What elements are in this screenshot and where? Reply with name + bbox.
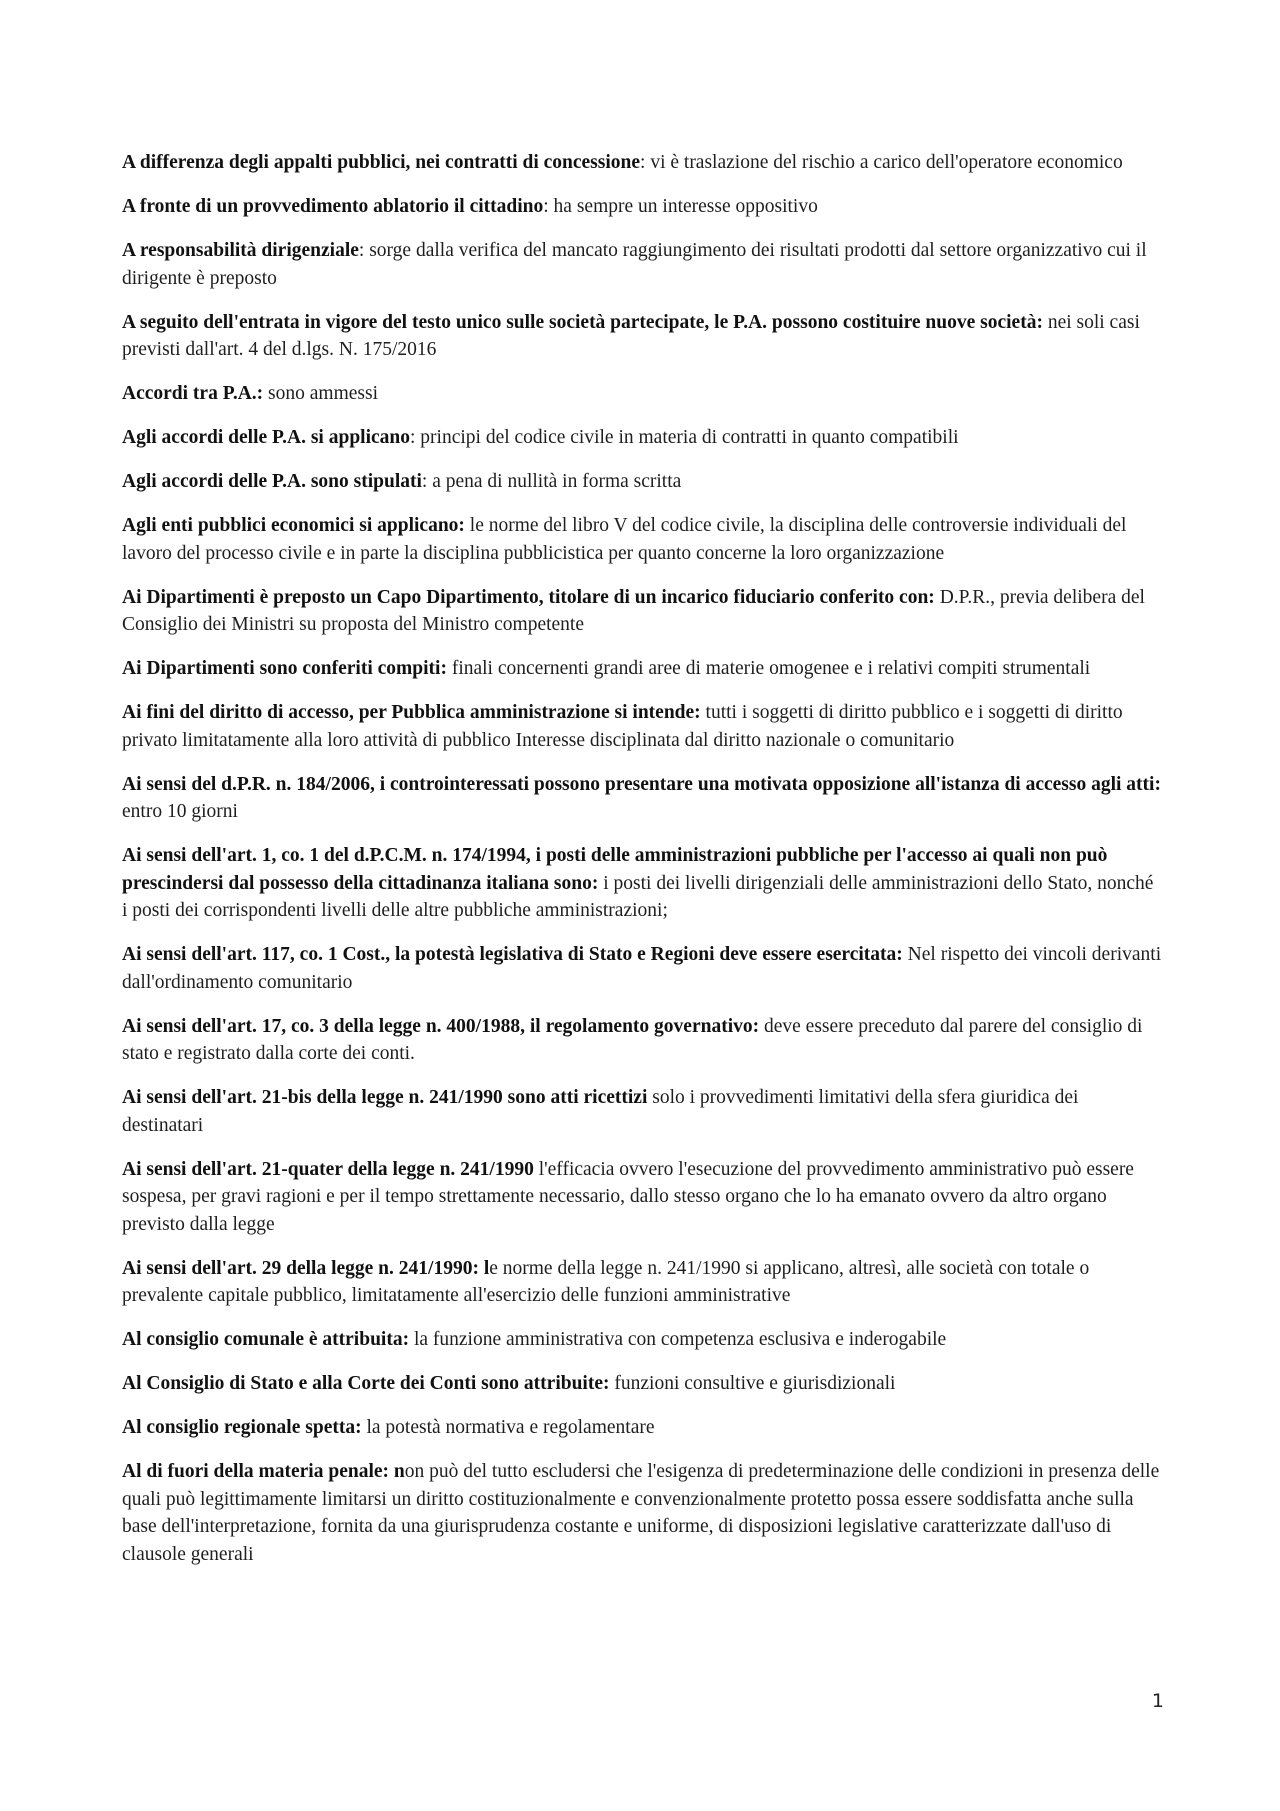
entry-answer: nei soli casi previsti dall'art. 4 del d.lgs. N. 175/2016 (122, 311, 1140, 360)
entry-question: A seguito dell'entrata in vigore del testo unico sulle società partecipate, le P.A. possono costituire nuove società: (122, 311, 1043, 333)
entry-question: Ai Dipartimenti è preposto un Capo Dipartimento, titolare di un incarico fiduciario conferito con: (122, 586, 935, 608)
entry (122, 1326, 1162, 1354)
entry (122, 468, 1162, 496)
entry-answer: Nel rispetto dei vincoli derivanti dall'ordinamento comunitario (122, 944, 1162, 993)
entry (122, 149, 1162, 177)
entry (122, 1156, 1162, 1239)
entry (122, 193, 1162, 221)
entry-answer: on può del tutto escludersi che l'esigenza di predeterminazione delle condizioni in presenza delle quali può legittimamente limitarsi un diritto costituzionalmente e convenzionalmente protetto possa essere soddisfatta anche sulla base dell'interpretazione, fornita da una giurisprudenza costante e uniforme, di disposizioni legislative caratterizzate dall'uso di clausole generali (122, 1461, 1160, 1565)
entry-question: Al consiglio regionale spetta: (122, 1417, 362, 1438)
entry-answer: : sorge dalla verifica del mancato raggiungimento dei risultati prodotti dal settore organizzativo cui il dirigente è preposto (122, 240, 1147, 289)
entry-question: Ai sensi dell'art. 17, co. 3 della legge n. 400/1988, il regolamento governativo: (122, 1015, 760, 1037)
entry-question: Ai sensi dell'art. 21-quater della legge n. 241/1990 (122, 1158, 534, 1180)
entry-answer: entro 10 giorni (122, 801, 238, 822)
entry-answer: D.P.R., previa delibera del Consiglio dei Ministri su proposta del Ministro competente (122, 586, 1145, 635)
entry (122, 842, 1162, 925)
entry-question: Agli enti pubblici economici si applicano: (122, 515, 465, 536)
entry-answer: : ha sempre un interesse oppositivo (543, 196, 818, 217)
entry-answer: la potestà normativa e regolamentare (361, 1417, 655, 1438)
entry (122, 237, 1162, 292)
entry-answer: : vi è traslazione del rischio a carico dell'operatore economico (640, 152, 1123, 173)
entry-question: Ai sensi dell'art. 21-bis della legge n. 241/1990 sono atti ricettizi (122, 1087, 648, 1108)
entry-question: Ai sensi dell'art. 29 della legge n. 241/1990: l (122, 1257, 490, 1279)
entry-answer: tutti i soggetti di diritto pubblico e i soggetti di diritto privato limitatamente alla loro attività di pubblico Interesse disciplinata dal diritto nazionale o comunitario (122, 702, 1123, 751)
entry (122, 699, 1162, 754)
entry-answer: solo i provvedimenti limitativi della sfera giuridica dei destinatari (122, 1087, 1079, 1136)
entry (122, 424, 1162, 452)
entry-question: Agli accordi delle P.A. sono stipulati (122, 471, 422, 492)
entry (122, 1013, 1162, 1068)
entry-question: A differenza degli appalti pubblici, nei contratti di concessione (122, 152, 641, 173)
entry-answer: e norme della legge n. 241/1990 si applicano, altresì, alle società con totale o prevalente capitale pubblico, limitatamente all'esercizio delle funzioni amministrative (122, 1257, 1090, 1306)
entry-question: Al consiglio comunale è attribuita: (122, 1329, 410, 1350)
page-number: 1 (1151, 1690, 1164, 1712)
entry (122, 1414, 1162, 1442)
entry-answer: sono ammessi (263, 383, 378, 404)
entry-question: Accordi tra P.A.: (122, 383, 264, 404)
entry (122, 309, 1162, 364)
entry-question: Al Consiglio di Stato e alla Corte dei Conti sono attribuite: (122, 1373, 610, 1394)
entry (122, 1458, 1162, 1568)
entry (122, 380, 1162, 408)
entry-question: Al di fuori della materia penale: n (122, 1461, 405, 1482)
entry-answer: l'efficacia ovvero l'esecuzione del provvedimento amministrativo può essere sospesa, per gravi ragioni e per il tempo strettamente necessario, dallo stesso organo che lo ha emanato ovvero da altro organo previsto dalla legge (122, 1158, 1134, 1235)
entry (122, 1084, 1162, 1139)
entry-question: Ai fini del diritto di accesso, per Pubblica amministrazione si intende: (122, 702, 701, 723)
entry-question: Ai sensi dell'art. 1, co. 1 del d.P.C.M. n. 174/1994, i posti delle amministrazioni pubbliche per l'accesso ai quali non può prescindersi dal possesso della cittadinanza italiana sono: (122, 845, 1108, 894)
entry-answer: : principi del codice civile in materia di contratti in quanto compatibili (410, 427, 959, 448)
entry-answer: le norme del libro V del codice civile, la disciplina delle controversie individuali del lavoro del processo civile e in parte la disciplina pubblicistica per quanto concerne la loro organizzazione (122, 515, 1127, 564)
entry (122, 1370, 1162, 1398)
entry-answer: la funzione amministrativa con competenza esclusiva e inderogabile (409, 1329, 947, 1350)
entry-question: Ai sensi del d.P.R. n. 184/2006, i controinteressati possono presentare una motivata opposizione all'istanza di accesso agli atti: (122, 773, 1161, 795)
document-body (122, 149, 1162, 1585)
entry-answer: funzioni consultive e giurisdizionali (609, 1373, 896, 1394)
entry (122, 941, 1162, 996)
entry-answer: i posti dei livelli dirigenziali delle amministrazioni dello Stato, nonché i posti dei corrispondenti livelli delle altre pubbliche amministrazioni; (122, 872, 1154, 921)
entry-question: A responsabilità dirigenziale (122, 240, 359, 261)
entry-answer: deve essere preceduto dal parere del consiglio di stato e registrato dalla corte dei conti. (122, 1015, 1143, 1064)
entry (122, 584, 1162, 639)
entry (122, 1255, 1162, 1310)
entry (122, 655, 1162, 683)
entry-answer: finali concernenti grandi aree di materie omogenee e i relativi compiti strumentali (446, 658, 1091, 679)
entry (122, 771, 1162, 826)
entry-question: A fronte di un provvedimento ablatorio il cittadino (122, 196, 544, 217)
entry-answer: : a pena di nullità in forma scritta (421, 471, 682, 492)
entry (122, 512, 1162, 567)
entry-question: Ai sensi dell'art. 117, co. 1 Cost., la potestà legislativa di Stato e Regioni deve essere esercitata: (122, 944, 903, 965)
entry-question: Agli accordi delle P.A. si applicano (122, 427, 410, 448)
entry-question: Ai Dipartimenti sono conferiti compiti: (122, 658, 447, 679)
